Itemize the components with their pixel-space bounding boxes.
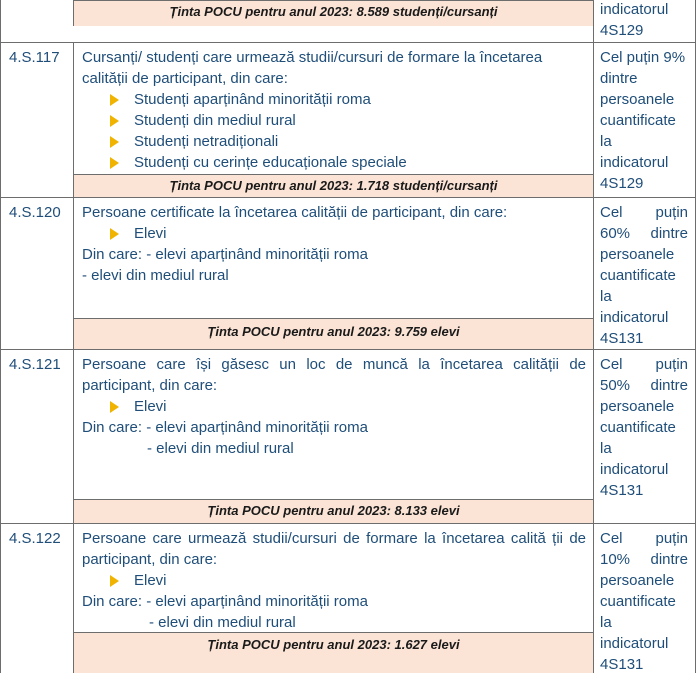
- description-cell: [73, 349, 593, 499]
- indicator-ref-line: la: [600, 440, 612, 457]
- target-text: Ținta POCU pentru anul 2023: 1.627 elevi: [207, 637, 460, 652]
- description-line: participant, din care:: [82, 377, 218, 394]
- indicator-ref-line: Cel puțin: [600, 356, 688, 373]
- detail-line: - elevi din mediul rural: [147, 440, 294, 457]
- indicator-code: 4.S.121: [9, 356, 61, 373]
- code-cell: [0, 197, 73, 349]
- bullet-text: Studenți aparținând minorității roma: [134, 91, 371, 108]
- code-cell: [0, 42, 73, 197]
- bullet-text: Elevi: [134, 572, 167, 589]
- indicator-ref-line: persoanele: [600, 398, 675, 415]
- indicator-code: 4.S.117: [9, 49, 60, 66]
- indicator-ref-line: Cel puțin: [600, 204, 688, 221]
- detail-line: Din care: - elevi aparținând minorității roma: [82, 246, 368, 263]
- description-line: calității de participant, din care:: [82, 70, 288, 87]
- indicator-code: 4.S.122: [9, 530, 61, 547]
- indicator-ref-line: Cel puțin: [600, 530, 688, 547]
- indicator-ref-line: 4S131: [600, 656, 644, 673]
- bullet-triangle-icon: [110, 115, 119, 127]
- target-band: [73, 499, 593, 523]
- description-line: Cursanți/ studenți care urmează studii/cursuri de formare la încetarea: [82, 49, 543, 66]
- indicator-ref-line: cuantificate: [600, 112, 676, 129]
- indicator-ref-line: Cel puțin 9%: [600, 49, 686, 66]
- bullet-text: Studenți cu cerințe educaționale speciale: [134, 154, 407, 171]
- indicator-ref-cell: [593, 349, 696, 523]
- bullet-triangle-icon: [110, 575, 119, 587]
- bullet-triangle-icon: [110, 228, 119, 240]
- indicator-ref-cell: [593, 42, 696, 197]
- indicator-ref-cell: [593, 523, 696, 673]
- detail-line: - elevi din mediul rural: [149, 614, 296, 631]
- bullet-triangle-icon: [110, 157, 119, 169]
- code-cell: [0, 0, 73, 42]
- indicator-ref-line: cuantificate: [600, 419, 676, 436]
- indicator-ref-line: indicatorul: [600, 154, 669, 171]
- indicator-ref-line: la: [600, 288, 612, 305]
- target-band: [73, 318, 593, 349]
- target-band: [73, 632, 593, 673]
- indicator-ref-line: indicatorul: [600, 635, 669, 652]
- indicator-ref-cell: [593, 0, 696, 42]
- description-cell: [73, 197, 593, 318]
- indicator-ref-line: indicatorul: [600, 309, 669, 326]
- indicator-ref-line: persoanele: [600, 572, 675, 589]
- description-line: Persoane care urmează studii/cursuri de formare la încetarea calită ții de: [82, 530, 586, 547]
- description-line: Persoane care își găsesc un loc de muncă la încetarea calității de: [82, 356, 586, 373]
- target-band: [73, 0, 593, 26]
- target-text: Ținta POCU pentru anul 2023: 8.589 studenți/cursanți: [169, 4, 498, 19]
- indicator-ref-cell: [593, 197, 696, 349]
- bullet-text: Elevi: [134, 225, 167, 242]
- description-line: participant, din care:: [82, 551, 218, 568]
- bullet-text: Studenți din mediul rural: [134, 112, 296, 129]
- bullet-triangle-icon: [110, 94, 119, 106]
- indicator-ref-line: la: [600, 614, 612, 631]
- detail-line: - elevi din mediul rural: [82, 267, 229, 284]
- bullet-triangle-icon: [110, 401, 119, 413]
- indicator-ref-line: dintre: [600, 70, 638, 87]
- description-cell: [73, 523, 593, 632]
- indicator-ref-line: persoanele: [600, 246, 675, 263]
- target-text: Ținta POCU pentru anul 2023: 1.718 studenți/cursanți: [169, 178, 498, 193]
- indicator-code: 4.S.120: [9, 204, 61, 221]
- description-cell: [73, 42, 593, 174]
- indicator-ref-line: la: [600, 133, 612, 150]
- indicator-ref-line: cuantificate: [600, 593, 676, 610]
- indicator-ref-line: 4S129: [600, 175, 644, 192]
- target-text: Ținta POCU pentru anul 2023: 8.133 elevi: [207, 503, 460, 518]
- bullet-triangle-icon: [110, 136, 119, 148]
- indicator-ref-line: 10% dintre: [600, 551, 688, 568]
- indicator-ref-line: persoanele: [600, 91, 675, 108]
- indicator-ref-line: 4S131: [600, 482, 644, 499]
- bullet-text: Studenți netradiționali: [134, 133, 279, 150]
- indicator-ref-line: 60% dintre: [600, 225, 688, 242]
- indicator-ref-line: cuantificate: [600, 267, 676, 284]
- description-line: Persoane certificate la încetarea calității de participant, din care:: [82, 204, 508, 221]
- target-band: [73, 174, 593, 197]
- bullet-text: Elevi: [134, 398, 167, 415]
- indicator-ref-line: indicatorul: [600, 461, 669, 478]
- detail-line: Din care: - elevi aparținând minorității roma: [82, 419, 368, 436]
- indicator-ref-line: indicatorul: [600, 1, 669, 18]
- target-text: Ținta POCU pentru anul 2023: 9.759 elevi: [207, 324, 460, 339]
- code-cell: [0, 523, 73, 673]
- indicator-ref-line: 4S129: [600, 22, 644, 39]
- indicator-ref-line: 4S131: [600, 330, 644, 347]
- indicator-ref-line: 50% dintre: [600, 377, 688, 394]
- detail-line: Din care: - elevi aparținând minorității roma: [82, 593, 368, 610]
- code-cell: [0, 349, 73, 523]
